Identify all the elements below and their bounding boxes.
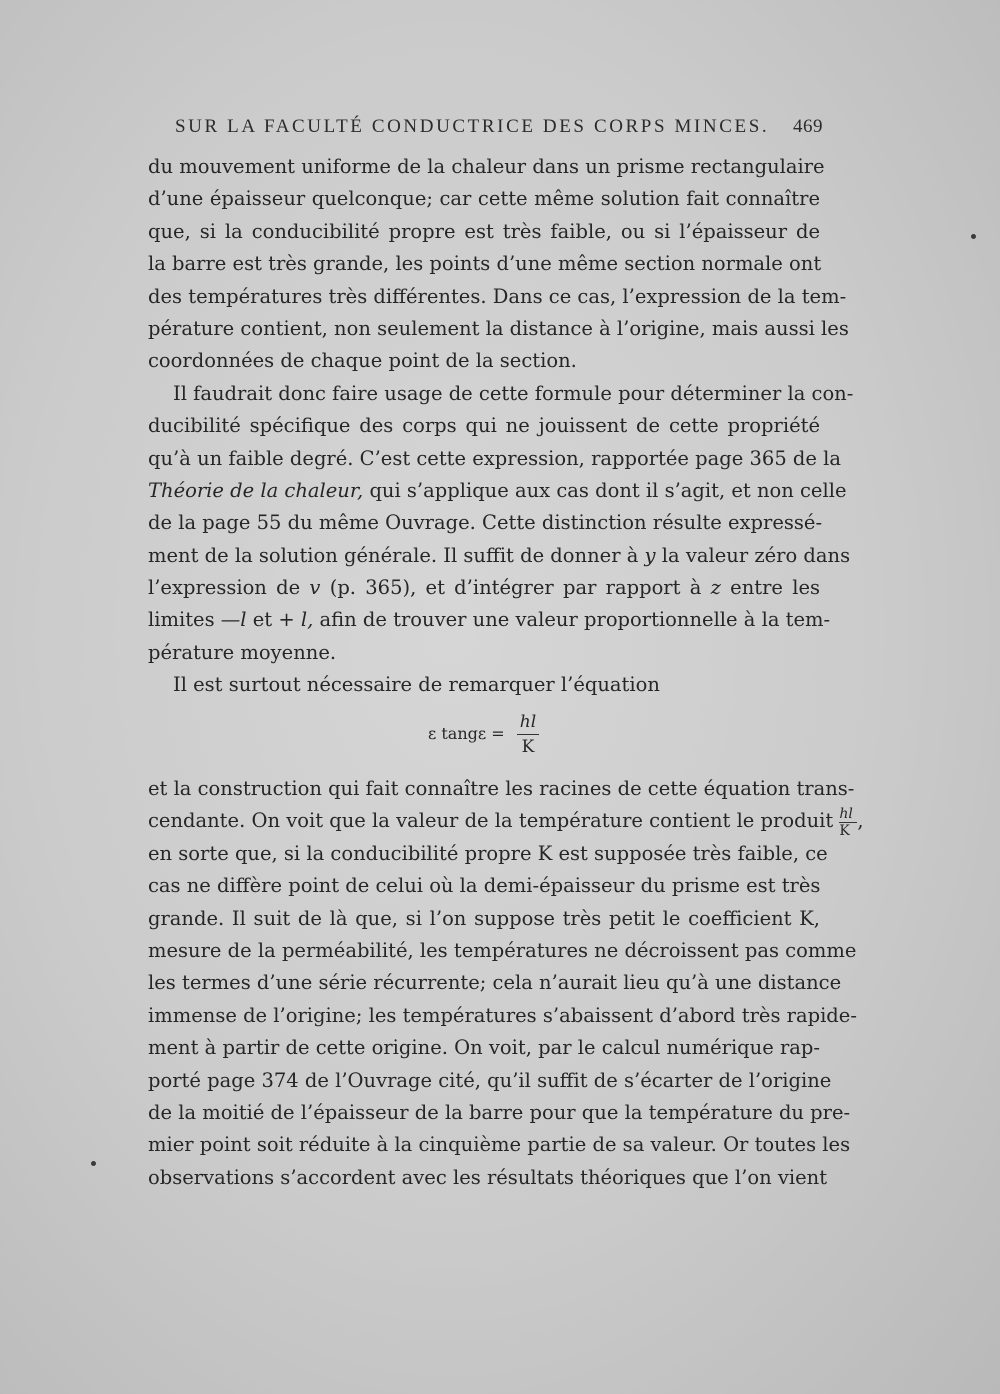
text-line: mesure de la perméabilité, les températures ne décroissent pas comme [148,938,857,962]
text-line: immense de l’origine; les températures s’abaissent d’abord très rapide- [148,1003,857,1027]
text-line: mier point soit réduite à la cinquième partie de sa valeur. Or toutes les [148,1133,851,1157]
text-line: ducibilité spécifique des corps qui ne jouissent de cette propriété [148,414,820,438]
text-fragment: afin de trouver une valeur proportionnelle à la tem- [313,608,831,632]
text-line: la barre est très grande, les points d’une même section normale ont [148,252,822,276]
variable-z: z [710,576,721,600]
text-line: porté page 374 de l’Ouvrage cité, qu’il suffit de s’écarter de l’origine [148,1068,832,1092]
text-line: les termes d’une série récurrente; cela n’aurait lieu qu’à une distance [148,971,842,995]
text-line [148,540,851,572]
text-line: de la page 55 du même Ouvrage. Cette distinction résulte expressé- [148,511,823,535]
text-fragment: (p. 365), et d’intégrer par rapport à [320,576,711,600]
inline-fraction-numerator: hl [839,806,853,823]
fraction-bar [517,734,539,735]
text-fragment: la valeur zéro dans [655,543,851,567]
text-line [148,604,831,636]
text-fragment: entre les [720,576,820,600]
text-line: des températures très différentes. Dans ce cas, l’expression de la tem- [148,284,847,308]
display-equation [428,712,588,758]
text-fragment: l’expression de [148,576,310,600]
text-line: cas ne diffère point de celui où la demi-épaisseur du prisme est très [148,874,821,898]
inline-fraction [839,807,857,838]
page-number: 469 [793,116,823,137]
page-header [175,116,823,146]
running-title: SUR LA FACULTÉ CONDUCTRICE DES CORPS MINCES. [175,116,770,137]
body-text-upper [148,151,854,702]
book-title-italic: Théorie de la chaleur, [148,478,364,502]
text-line: Il faudrait donc faire usage de cette formule pour déterminer la con- [173,381,854,405]
text-line: en sorte que, si la conducibilité propre K est supposée très faible, ce [148,841,828,865]
variable-v: v [309,576,321,600]
text-line: d’une épaisseur quelconque; car cette même solution fait connaître [148,187,820,211]
text-fragment: cendante. On voit que la valeur de la température contient le produit [148,809,840,833]
equation-lhs: ε tangε = [428,724,505,743]
text-line [148,572,820,604]
body-text-lower [148,773,864,1194]
text-line: coordonnées de chaque point de la section. [148,349,577,373]
text-line: et la construction qui fait connaître les racines de cette équation trans- [148,777,855,800]
paper-speck [971,234,976,239]
variable-plus-l: + l, [278,608,314,632]
variable-y: y [644,543,656,567]
text-line: Il est surtout nécessaire de remarquer l’équation [173,673,660,697]
text-line: que, si la conducibilité propre est très faible, ou si l’épaisseur de [148,219,820,243]
text-line: pérature contient, non seulement la distance à l’origine, mais aussi les [148,316,849,340]
variable-minus-l: —l [220,608,247,632]
text-line: grande. Il suit de là que, si l’on suppose très petit le coefficient K, [148,906,820,930]
text-line: qu’à un faible degré. C’est cette expression, rapportée page 365 de la [148,446,842,470]
text-line: de la moitié de l’épaisseur de la barre pour que la température du pre- [148,1100,851,1124]
text-fragment: limites [148,608,221,632]
text-fragment: et [246,608,279,632]
text-line [148,475,847,507]
text-line [148,805,864,840]
text-line: observations s’accordent avec les résultats théoriques que l’on vient [148,1165,828,1189]
inline-fraction-denominator: K [839,823,850,840]
text-line: ment à partir de cette origine. On voit, par le calcul numérique rap- [148,1036,820,1060]
equation-denominator: K [521,737,535,757]
text-line: pérature moyenne. [148,640,337,664]
paper-speck [91,1161,96,1166]
text-fragment: qui s’applique aux cas dont il s’agit, et non celle [363,478,847,502]
text-fragment: , [857,809,864,833]
text-line: du mouvement uniforme de la chaleur dans un prisme rectangulaire [148,155,825,178]
equation-numerator: hl [519,712,537,732]
equation-fraction [517,712,539,757]
text-fragment: ment de la solution générale. Il suffit de donner à [148,543,645,567]
